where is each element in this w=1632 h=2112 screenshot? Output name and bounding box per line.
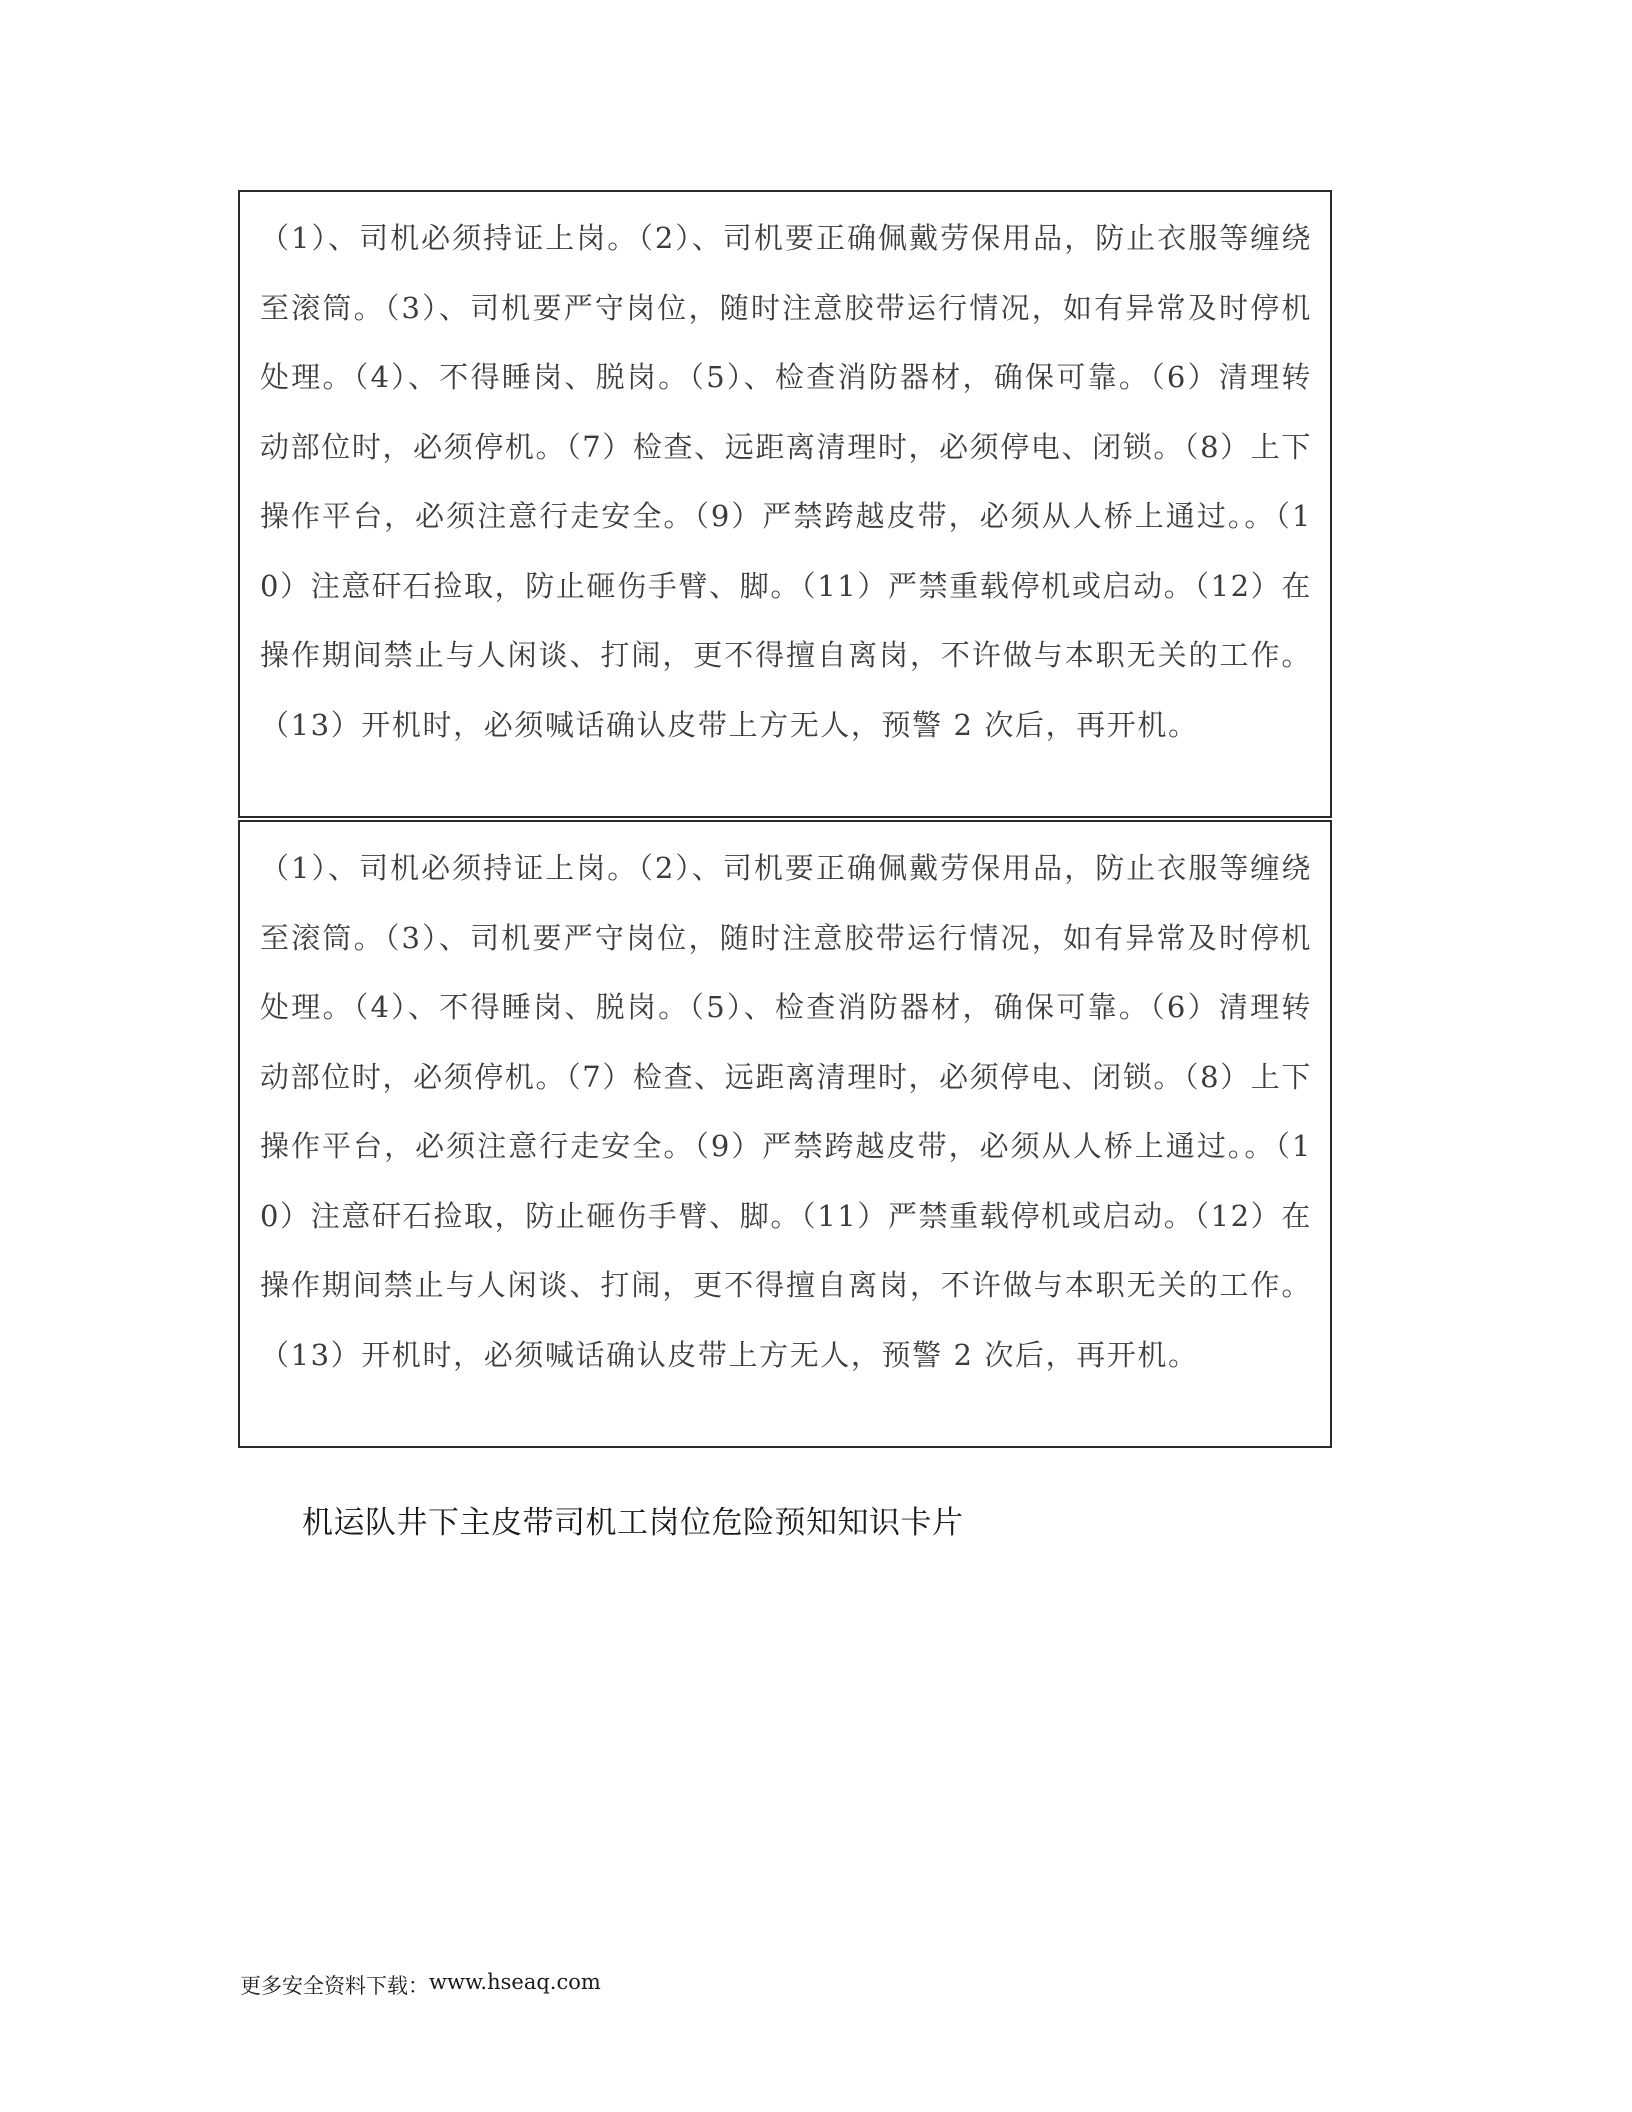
hazard-card-text: （1）、司机必须持证上岗。（2）、司机要正确佩戴劳保用品，防止衣服等缠绕至滚筒。（3）、司机要严守岗位，随时注意胶带运行情况，如有异常及时停机处理。（4）、不得睡岗、脱岗。（5）、检查消防器材，确保可靠。（6）清理转动部位时，必须停机。（7）检查、远距离清理时，必须停电、闭锁。（8）上下操作平台，必须注意行走安全。（9）严禁跨越皮带，必须从人桥上通过。。（10）注意矸石捡取，防止砸伤手臂、脚。（11）严禁重载停机或启动。（12）在操作期间禁止与人闲谈、打闹，更不得擅自离岗，不许做与本职无关的工作。（13）开机时，必须喊话确认皮带上方无人，预警 2 次后，再开机。 <box>260 851 1312 1372</box>
hazard-card-2 <box>238 820 1332 1448</box>
footer <box>240 1970 601 2000</box>
page-title: 机运队井下主皮带司机工岗位危险预知知识卡片 <box>302 1505 964 1541</box>
footer-link[interactable]: www.hseaq.com <box>429 1970 601 1994</box>
footer-label: 更多安全资料下载： <box>240 1974 429 1998</box>
hazard-card-1 <box>238 190 1332 818</box>
hazard-card-text: （1）、司机必须持证上岗。（2）、司机要正确佩戴劳保用品，防止衣服等缠绕至滚筒。（3）、司机要严守岗位，随时注意胶带运行情况，如有异常及时停机处理。（4）、不得睡岗、脱岗。（5）、检查消防器材，确保可靠。（6）清理转动部位时，必须停机。（7）检查、远距离清理时，必须停电、闭锁。（8）上下操作平台，必须注意行走安全。（9）严禁跨越皮带，必须从人桥上通过。。（10）注意矸石捡取，防止砸伤手臂、脚。（11）严禁重载停机或启动。（12）在操作期间禁止与人闲谈、打闹，更不得擅自离岗，不许做与本职无关的工作。（13）开机时，必须喊话确认皮带上方无人，预警 2 次后，再开机。 <box>260 221 1312 742</box>
